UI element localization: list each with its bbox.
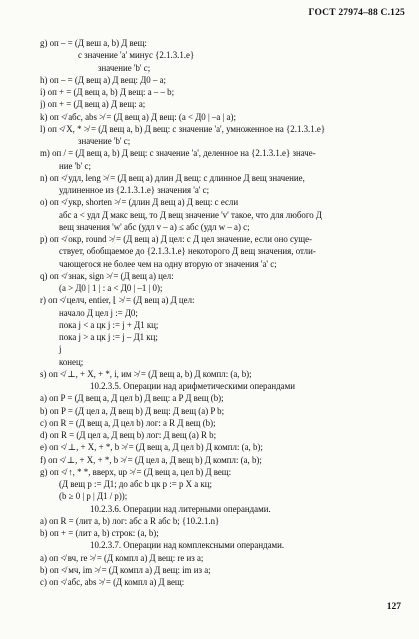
text-line: h) оп – = (Д вещ a) Д вещ: Д0 – a; (40, 74, 167, 85)
text-line: абс a < удл Д макс вещ, то Д вещ значение 'v' такое, что для любого Д (59, 209, 322, 220)
text-line: значение 'b' c; (78, 136, 131, 146)
text-line: конец; (59, 356, 84, 367)
text-line: пока j > a цк j := j – Д1 кц; (59, 332, 158, 342)
text-line: b) оп P = (Д цел a, Д вещ b) Д вещ: Д вещ (a) P b; (40, 405, 225, 416)
page-header: ГОСТ 27974–88 С.125 (308, 8, 405, 18)
text-line: q) оп ≮ знак, sign ≯ = (Д вещ a) цел: (40, 270, 174, 281)
text-line: e) оп ≮ ⊥, + X, + *, b ≯ = (Д вещ a, Д цел b) Д компл: (a, b); (40, 442, 263, 453)
text-line: ние 'b' c; (59, 160, 91, 171)
text-line: 10.2.3.6. Операции над литерными операндами. (90, 503, 271, 514)
page-number: 127 (386, 602, 401, 612)
text-line: ствует, обобщаемое до {2.1.3.1.e} некоторого Д вещ значения, отли- (59, 246, 316, 257)
text-line: i) оп + = (Д вещ a, b) Д вещ: a – – b; (40, 87, 175, 97)
text-line: a) оп P = (Д вещ a, Д цел b) Д вещ: a P Д вещ (b); (40, 393, 224, 404)
text-line: j) оп + = (Д вещ a) Д вещ: a; (40, 99, 146, 110)
text-line: l) оп ≮ X, * ≯ = (Д вещ a, b) Д вещ: с значение 'a', умноженное на {2.1.3.1.e} (40, 123, 326, 134)
text-line: b) оп + = (лит a, b) строк: (a, b); (40, 528, 159, 538)
text-line: g) оп – = (Д веш a, b) Д вещ: (40, 38, 147, 48)
text-line: пока j < a цк j := j + Д1 кц; (59, 319, 159, 330)
text-line: n) оп ≮ удл, leng ≯ = (Д вещ a) длин Д вещ: с длинное Д вещ значение, (40, 172, 305, 183)
text-line: чающегося не более чем на одну вторую от значения 'a' c; (59, 258, 277, 269)
text-line: значение 'b' c; (98, 62, 151, 73)
text-line: начало Д цел j := Д0; (59, 307, 138, 318)
text-line: вещ значения 'w' абс (удл v – a) ≤ абс (удл w – a) c; (59, 221, 250, 232)
text-line: c) оп R = (Д вещ a, Д цел b) лог: a R Д вещ (b); (40, 417, 216, 428)
text-line: (a > Д0 | 1 | : a < Д0 | –1 | 0); (59, 283, 163, 293)
text-line: c) оп ≮ абс, abs ≯ = (Д компл a) Д вещ: (40, 577, 185, 587)
text-line: b) оп ≮ мч, im ≯ = (Д компл a) Д вещ: im из a; (40, 564, 211, 575)
text-line: (b ≥ 0 | p | Д1 / p)); (59, 491, 128, 502)
text-line: f) оп ≮ ⊥, + X, + *, b ≯ = (Д цел a, Д вещ b) Д компл: (a, b); (40, 454, 262, 465)
text-line: g) оп ≮ ↑, * *, вверх, up ≯ = (Д вещ a, цел b) Д вещ: (40, 466, 232, 477)
document-body (40, 37, 410, 588)
text-line: k) оп ≮ абс, abs ≯ = (Д вещ a) Д вещ: (a < Д0 | –a | a); (40, 111, 236, 122)
text-line: a) оп ≮ вч, re ≯ = (Д компл a) Д вещ: re из a; (40, 552, 204, 563)
text-line: a) оп R = (лит a, b) лог: абс a R абс b; {10.2.1.n} (40, 515, 220, 526)
text-line: удлиненное из {2.1.3.1.e} значения 'a' c; (59, 185, 210, 195)
text-line: r) оп ≮ целч, entier, ⌊ ≯ = (Д вещ a) Д цел: (40, 295, 195, 306)
text-line: 10.2.3.5. Операции над арифметическими операндами (90, 381, 295, 391)
text-line: j (59, 344, 62, 355)
text-line: d) оп R = (Д цел a, Д вещ b) лог: Д вещ (a) R b; (40, 430, 217, 440)
text-line: p) оп ≮ окр, round ≯ = (Д вещ a) Д цел: с Д цел значение, если оно суще- (40, 234, 312, 244)
text-line: s) оп ≮ ⊥, + X, + *, i, им ≯ = (Д вещ a, b) Д компл: (a, b); (40, 368, 252, 379)
text-line: o) оп ≮ укр, shorten ≯ = (длин Д вещ a) Д вещ: с если (40, 197, 239, 208)
text-line: m) оп / = (Д вещ a, b) Д вещ: с значение 'a', деленное на {2.1.3.1.e} значе- (40, 148, 316, 159)
text-line: (Д вещ p := Д1; до абс b цк p := p X a кц; (59, 479, 212, 489)
text-line: 10.2.3.7. Операции над комплексными операндами. (90, 540, 285, 551)
text-line: с значение 'a' минус {2.1.3.1.e} (78, 50, 195, 61)
